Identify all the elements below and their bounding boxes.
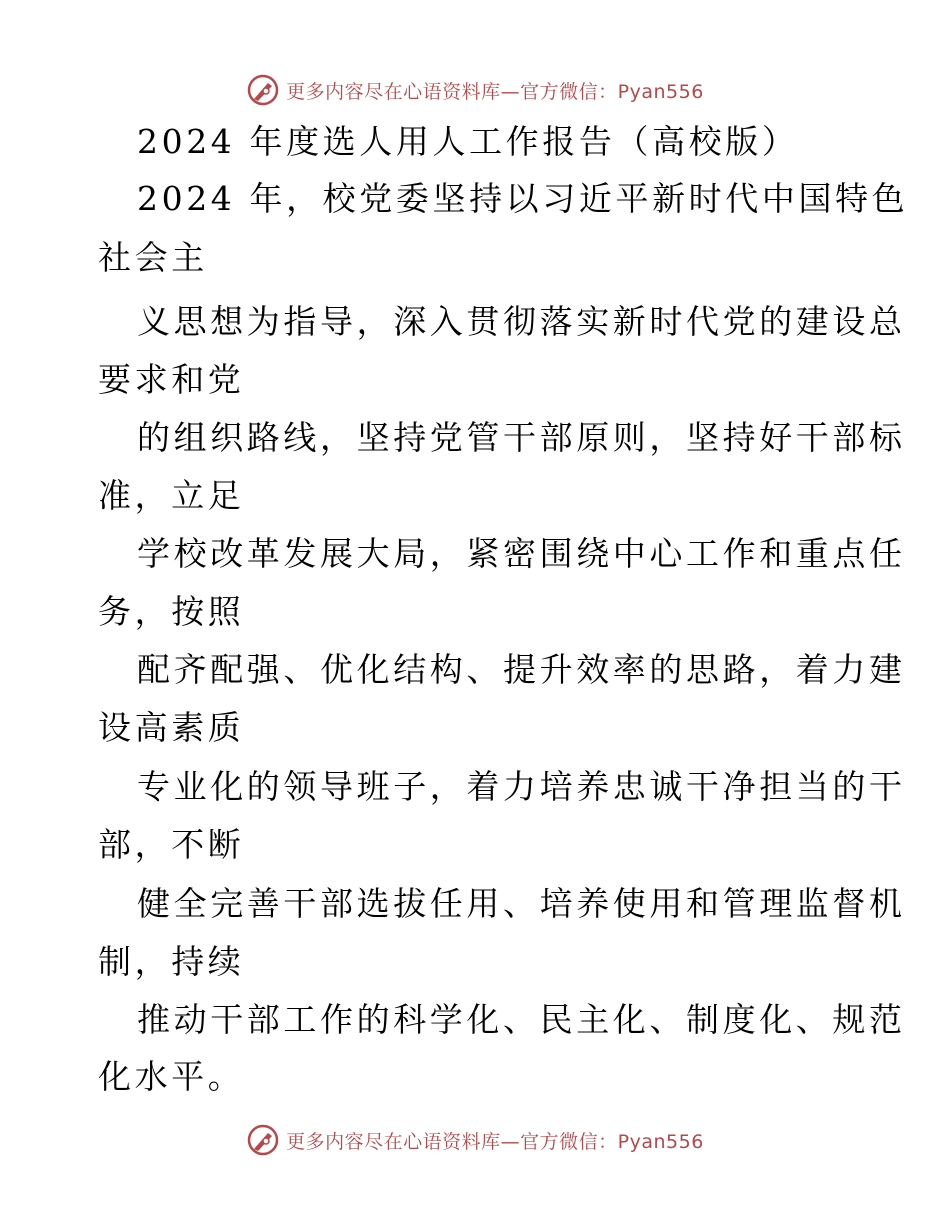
paragraph-line: 健全完善干部选拔任用、培养使用和管理监督机	[137, 884, 906, 923]
paragraph-line: 准，立足	[98, 476, 245, 515]
paragraph-line: 要求和党	[98, 360, 245, 399]
paragraph-line: 制，持续	[98, 942, 245, 981]
paragraph-line: 义思想为指导，深入贯彻落实新时代党的建设总	[137, 302, 906, 341]
paragraph-line: 部，不断	[98, 825, 245, 864]
paragraph-line: 学校改革发展大局，紧密围绕中心工作和重点任	[137, 534, 906, 573]
paragraph-line: 推动干部工作的科学化、民主化、制度化、规范	[137, 1000, 906, 1039]
document-title: 2024 年度选人用人工作报告（高校版）	[137, 122, 799, 161]
paragraph-line: 化水平。	[98, 1057, 245, 1096]
footer-banner	[0, 1120, 950, 1160]
paragraph-line: 务，按照	[98, 592, 245, 631]
pen-seal-logo-icon	[246, 73, 280, 107]
footer-banner-text: 更多内容尽在心语资料库—官方微信：Pyan556	[286, 1130, 704, 1153]
paragraph-line: 配齐配强、优化结构、提升效率的思路，着力建	[137, 650, 906, 689]
pen-seal-logo-icon	[246, 1123, 280, 1157]
paragraph-line: 的组织路线，坚持党管干部原则，坚持好干部标	[137, 418, 906, 457]
header-banner-text: 更多内容尽在心语资料库—官方微信：Pyan556	[286, 80, 704, 103]
header-banner	[0, 70, 950, 110]
paragraph-line: 社会主	[98, 238, 208, 277]
paragraph-line: 专业化的领导班子，着力培养忠诚干净担当的干	[137, 767, 906, 806]
paragraph-line: 2024 年，校党委坚持以习近平新时代中国特色	[137, 179, 909, 218]
paragraph-line: 设高素质	[98, 708, 245, 747]
